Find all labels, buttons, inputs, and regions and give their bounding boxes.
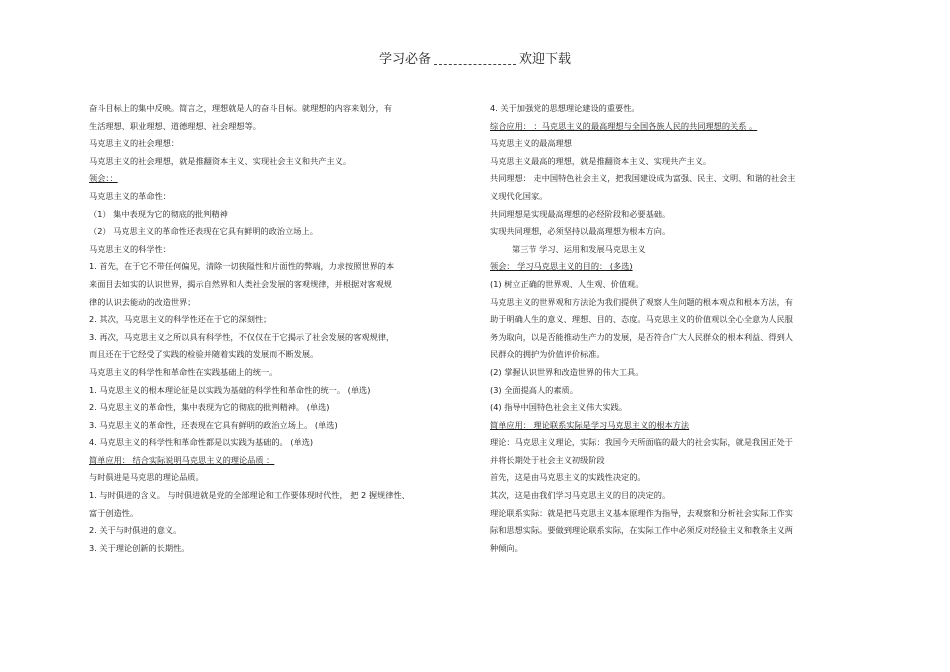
text-line: 4. 马克思主义的科学性和革命性都是以实践为基础的。 (单选) (89, 437, 314, 448)
text-line: 理论联系实际：就是把马克思主义基本原理作为指导，去观察和分析社会实际工作实 (490, 507, 793, 518)
text-line: 2. 其次，马克思主义的科学性还在于它的深刻性； (89, 314, 272, 325)
header-dashed-separator (434, 52, 516, 65)
text-line: 理论：马克思主义理论，实际：我国今天所面临的最大的社会实际，就是我国正处于 (490, 437, 793, 448)
text-line: 4. 关于加强党的思想理论建设的重要性。 (490, 103, 640, 113)
text-line: 1. 马克思主义的根本理论征是以实践为基础的科学性和革命性的统一。 (单选) (89, 384, 371, 395)
text-line: 马克思主义最高的理想，就是推翻资本主义、实现共产主义。 (490, 155, 712, 166)
text-line: 马克思主义的世界观和方法论为我们提供了观察人生问题的根本观点和根本方法，有 (490, 296, 793, 307)
text-line: 马克思主义的社会理想，就是推翻资本主义、实现社会主义和共产主义。 (89, 155, 352, 166)
left-column (89, 100, 459, 557)
text-line: 马克思主义的最高理想 (490, 138, 572, 149)
section-label-comprehend: 领会：： (89, 173, 118, 184)
text-line: 共同理想是实现最高理想的必经阶段和必要基础。 (490, 208, 671, 219)
text-line: (1) 树立正确的世界观、人生观、价值观。 (490, 278, 644, 289)
header-right-text: 欢迎下载 (519, 52, 572, 67)
text-line: 际和思想实际。要做到理论联系实际，在实际工作中必须反对经验主义和教条主义两 (490, 525, 793, 536)
text-line: (4) 指导中国特色社会主义伟大实践。 (490, 402, 628, 413)
text-line: 律的认识去能动的改造世界； (89, 296, 196, 307)
text-line: 3. 关于理论创新的长期性。 (89, 542, 190, 553)
text-line: 务为取向，以是否能推动生产力的发展，是否符合广大人民群众的根本利益、得到人 (490, 331, 793, 342)
section-label-comprehend: 领会： 学习马克思主义的目的： (多选) (490, 261, 633, 272)
text-line: 义现代化国家。 (490, 190, 548, 201)
text-line: （1） 集中表现为它的彻底的批判精神 (89, 208, 228, 219)
section-label-simple-application: 简单应用： 结合实际说明马克思主义的理论品质 ： (89, 454, 275, 465)
page-header (0, 48, 950, 67)
text-line: 2. 关于与时俱进的意义。 (89, 525, 182, 536)
text-line: 马克思主义的科学性和革命性在实践基础上的统一。 (89, 366, 278, 377)
text-line: 而且还在于它经受了实践的检验并随着实践的发展而不断发展。 (89, 349, 319, 360)
text-line: 种倾向。 (490, 542, 523, 553)
text-line: 马克思主义的社会理想： (89, 138, 180, 149)
text-line: 并将长期处于社会主义初级阶段 (490, 454, 605, 465)
text-line: 其次，这是由我们学习马克思主义的目的决定的。 (490, 490, 671, 501)
text-line: 生活理想、职业理想、道德理想、社会理想等。 (89, 120, 261, 131)
text-line: 3. 马克思主义的革命性，还表现在它具有鲜明的政治立场上。 (单选) (89, 419, 338, 430)
text-line: 来面目去如实的认识世界，揭示自然界和人类社会发展的客观规律，并根据对客观规 (89, 278, 392, 289)
text-line: 2. 马克思主义的革命性，集中表现为它的彻底的批判精神。 (单选) (89, 402, 330, 413)
text-line: 助于明确人生的意义、理想、目的、态度。马克思主义的价值观以全心全意为人民服 (490, 314, 793, 325)
section-heading: 第三节 学习、运用和发展马克思主义 (512, 243, 646, 254)
text-line: 民群众的拥护为价值评价标准。 (490, 349, 605, 360)
section-label-simple-application: 简单应用： 理论联系实际是学习马克思主义的根本方法 (490, 419, 690, 430)
header-left-text: 学习必备 (378, 52, 431, 67)
text-line: 3. 再次，马克思主义之所以具有科学性，不仅仅在于它揭示了社会发展的客观规律， (89, 331, 395, 342)
text-line: 共同理想： 走中国特色社会主义，把我国建设成为富强、民主、文明、和谐的社会主 (490, 173, 796, 184)
text-line: （2） 马克思主义的革命性还表现在它具有鲜明的政治立场上。 (89, 226, 318, 237)
text-line: (3) 全面提高人的素质。 (490, 384, 578, 395)
text-line: 首先，这是由马克思主义的实践性决定的。 (490, 472, 646, 483)
text-line: 奋斗目标上的集中反映。简言之，理想就是人的奋斗目标。就理想的内容来划分，有 (89, 103, 392, 113)
text-line: 1. 首先，在于它不带任何偏见，清除一切狭隘性和片面性的弊端，力求按照世界的本 (89, 261, 395, 272)
section-label-comprehensive-application: 综合应用： ：马克思主义的最高理想与全国各族人民的共同理想的关系 。 (490, 120, 758, 131)
text-line: 马克思主义的革命性： (89, 190, 171, 201)
text-line: 富于创造性。 (89, 507, 139, 518)
right-column (490, 100, 840, 557)
text-line: 马克思主义的科学性： (89, 243, 171, 254)
text-line: 1. 与时俱进的含义。 与时俱进就是党的全部理论和工作要体现时代性， 把 2 握规律性、 (89, 490, 410, 501)
text-line: 与时俱进是马克思的理论品质。 (89, 472, 204, 483)
text-line: 实现共同理想，必须坚持以最高理想为根本方向。 (490, 226, 671, 237)
text-line: (2) 掌握认识世界和改造世界的伟大工具。 (490, 366, 644, 377)
